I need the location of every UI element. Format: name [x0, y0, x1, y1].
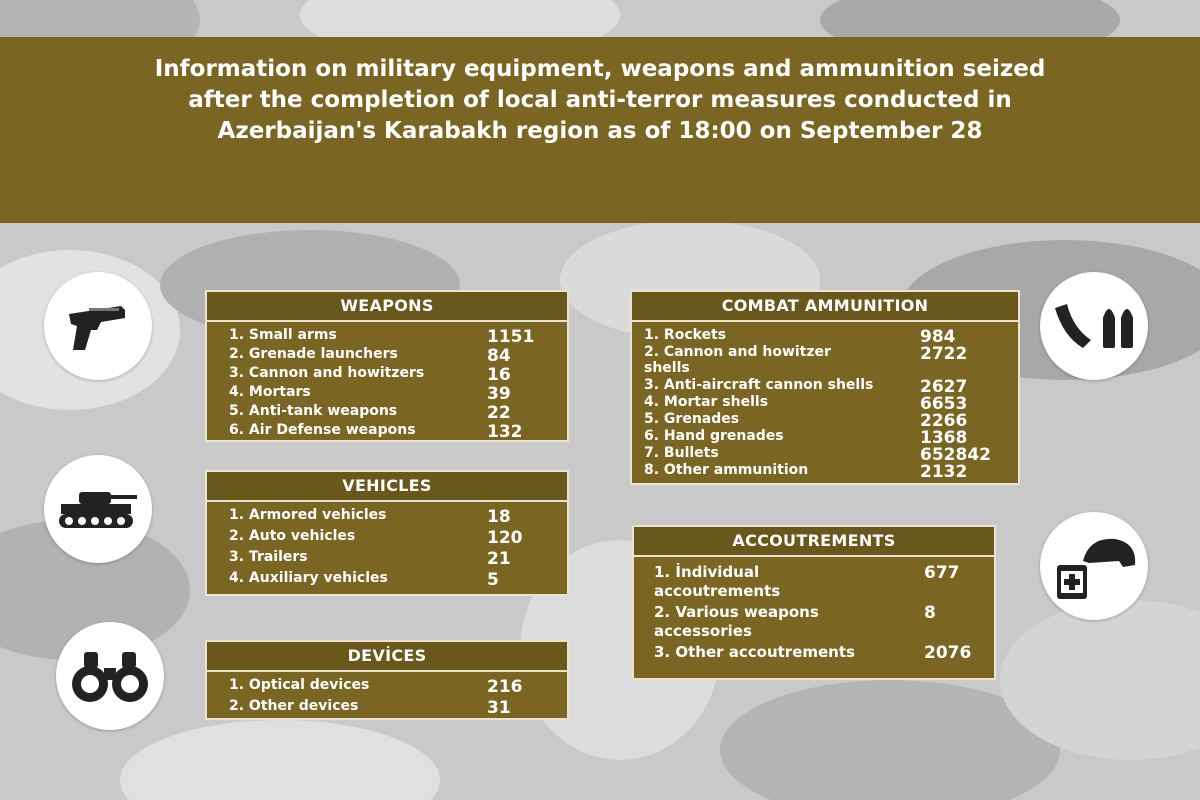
list-item: [644, 344, 1008, 377]
item-label: 2. Various weapons accessories: [654, 603, 819, 640]
combat-ammunition-panel: [630, 290, 1020, 485]
accoutrements-heading: ACCOUTREMENTS: [634, 527, 994, 557]
item-label: 8. Other ammunition: [644, 462, 809, 478]
item-value: 652842: [920, 445, 991, 465]
accoutrements-panel: [632, 525, 996, 680]
item-label: 2. Auto vehicles: [229, 528, 356, 544]
item-value: 8: [924, 603, 936, 623]
combat-ammunition-heading: COMBAT AMMUNITION: [632, 292, 1018, 322]
item-label: 6. Hand grenades: [644, 428, 784, 444]
item-label: 4. Mortar shells: [644, 394, 769, 410]
item-value: 39: [487, 384, 511, 404]
list-item: [229, 365, 557, 384]
binoculars-icon: [68, 646, 152, 706]
item-value: 2266: [920, 411, 968, 431]
helmet-medkit-icon: [1049, 531, 1139, 601]
list-item: [229, 570, 557, 591]
item-value: 21: [487, 549, 511, 569]
page-title: Information on military equipment, weapons and ammunition seized after the completion of local anti-terror measures conducted in Azerbaijan's Karabakh region as of 18:00 on September 28: [154, 56, 1046, 144]
devices-panel: [205, 640, 569, 720]
item-value: 22: [487, 403, 511, 423]
item-label: 5. Anti-tank weapons: [229, 403, 398, 419]
list-item: [229, 528, 557, 549]
item-label: 2. Cannon and howitzer shells: [644, 344, 831, 376]
item-label: 3. Other accoutrements: [654, 643, 855, 661]
item-label: 1. Optical devices: [229, 677, 370, 693]
item-value: 16: [487, 365, 511, 385]
item-value: 1151: [487, 327, 535, 347]
item-value: 6653: [920, 394, 968, 414]
list-item: [229, 346, 557, 365]
item-value: 216: [487, 677, 523, 697]
tank-icon: [55, 484, 141, 534]
ammunition-icon: [1049, 296, 1139, 356]
item-label: 5. Grenades: [644, 411, 740, 427]
item-value: 84: [487, 346, 511, 366]
list-item: [644, 428, 1008, 448]
item-label: 1. İndividual accoutrements: [654, 563, 781, 600]
list-item: [644, 327, 1008, 347]
item-label: 2. Other devices: [229, 698, 359, 714]
ammunition-icon-circle: [1040, 272, 1148, 380]
item-label: 3. Anti-aircraft cannon shells: [644, 377, 874, 393]
item-value: 132: [487, 422, 523, 442]
list-item: [229, 507, 557, 528]
vehicles-heading: VEHICLES: [207, 472, 567, 502]
binoculars-icon-circle: [56, 622, 164, 730]
list-item: [644, 411, 1008, 431]
list-item: [654, 563, 984, 603]
item-label: 1. Rockets: [644, 327, 727, 343]
item-label: 6. Air Defense weapons: [229, 422, 416, 438]
pistol-icon: [63, 296, 133, 356]
list-item: [644, 462, 1008, 482]
item-label: 2. Grenade launchers: [229, 346, 398, 362]
list-item: [229, 384, 557, 403]
weapons-heading: WEAPONS: [207, 292, 567, 322]
item-value: 2722: [920, 344, 968, 364]
item-value: 1368: [920, 428, 968, 448]
list-item: [229, 403, 557, 422]
item-value: 5: [487, 570, 499, 590]
item-label: 1. Small arms: [229, 327, 337, 343]
list-item: [644, 394, 1008, 414]
item-value: 984: [920, 327, 956, 347]
item-label: 7. Bullets: [644, 445, 719, 461]
list-item: [654, 603, 984, 643]
helmet-medkit-icon-circle: [1040, 512, 1148, 620]
item-value: 18: [487, 507, 511, 527]
item-value: 2076: [924, 643, 972, 663]
pistol-icon-circle: [44, 272, 152, 380]
list-item: [654, 643, 984, 665]
list-item: [644, 377, 1008, 397]
vehicles-panel: [205, 470, 569, 596]
list-item: [229, 549, 557, 570]
list-item: [229, 698, 557, 719]
item-value: 677: [924, 563, 960, 583]
item-value: 31: [487, 698, 511, 718]
item-label: 3. Trailers: [229, 549, 308, 565]
tank-icon-circle: [44, 455, 152, 563]
item-label: 4. Auxiliary vehicles: [229, 570, 388, 586]
item-label: 4. Mortars: [229, 384, 311, 400]
list-item: [644, 445, 1008, 465]
weapons-panel: [205, 290, 569, 442]
item-value: 2627: [920, 377, 968, 397]
item-label: 3. Cannon and howitzers: [229, 365, 425, 381]
list-item: [229, 677, 557, 698]
devices-heading: DEVİCES: [207, 642, 567, 672]
item-value: 120: [487, 528, 523, 548]
item-label: 1. Armored vehicles: [229, 507, 387, 523]
list-item: [229, 422, 557, 441]
item-value: 2132: [920, 462, 968, 482]
list-item: [229, 327, 557, 346]
